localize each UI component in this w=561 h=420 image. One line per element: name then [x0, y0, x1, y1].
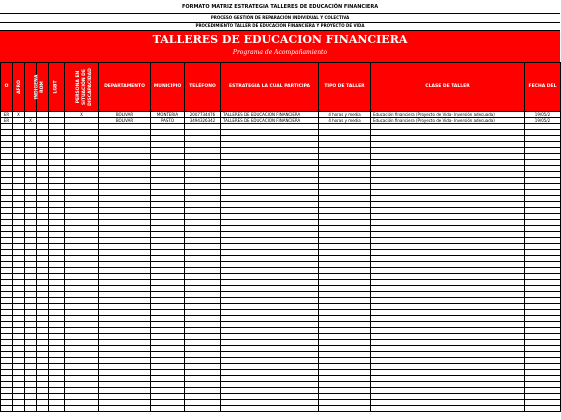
column-header: MUNICIPIO: [151, 63, 185, 112]
banner-title: TALLERES DE EDUCACION FINANCIERA: [152, 33, 408, 46]
column-header: O: [1, 63, 13, 112]
table-cell[interactable]: BOLIVAR: [99, 112, 151, 118]
table-cell[interactable]: ER: [1, 118, 13, 124]
empty-cell[interactable]: [319, 406, 371, 412]
participants-table: [0, 62, 561, 412]
table-cell[interactable]: Educación financiera (Proyecto de Vida- Inversión adecuada): [371, 112, 525, 118]
empty-cell[interactable]: [37, 406, 49, 412]
table-cell[interactable]: ER: [1, 112, 13, 118]
column-header: DEPARTAMENTO: [99, 63, 151, 112]
empty-cell[interactable]: [49, 406, 65, 412]
empty-cell[interactable]: [99, 406, 151, 412]
table-cell[interactable]: Educación financiera (Proyecto de Vida- Inversión adecuada): [371, 118, 525, 124]
table-cell[interactable]: 4 horas y media: [319, 112, 371, 118]
table-cell[interactable]: 4 horas y media: [319, 118, 371, 124]
process-title: PROCESO GESTIÓN DE REPARACIÓN INDIVIDUAL Y COLECTIVA: [0, 13, 560, 23]
table-cell[interactable]: TALLERES DE EDUCACION FINANCIERA: [221, 118, 319, 124]
section-banner: [0, 31, 560, 62]
empty-cell[interactable]: [25, 406, 37, 412]
column-header: LGBT: [49, 63, 65, 112]
table-cell[interactable]: BOLIVAR: [99, 118, 151, 124]
table-cell[interactable]: PASTO: [151, 118, 185, 124]
empty-row: [1, 406, 561, 412]
column-header: TELÉFONO: [185, 63, 221, 112]
table-cell[interactable]: TALLERES DE EDUCACION FINANCIERA: [221, 112, 319, 118]
column-header: ROM: [37, 63, 49, 112]
empty-cell[interactable]: [151, 406, 185, 412]
document-title: FORMATO MATRIZ ESTRATEGIA TALLERES DE EDUCACIÓN FINANCIERA: [181, 4, 379, 10]
empty-cell[interactable]: [1, 406, 13, 412]
column-header: INDIGENA: [25, 63, 37, 112]
empty-cell[interactable]: [371, 406, 525, 412]
column-header: AFRO: [13, 63, 25, 112]
column-header: TIPO DE TALLER: [319, 63, 371, 112]
table-cell[interactable]: 3494326342: [185, 118, 221, 124]
table-cell[interactable]: 19/05/2: [525, 112, 561, 118]
empty-cell[interactable]: [65, 406, 99, 412]
table-cell[interactable]: X: [25, 118, 37, 124]
table-header-row: [1, 63, 561, 112]
table-cell[interactable]: X: [13, 112, 25, 118]
table-cell[interactable]: 2007734476: [185, 112, 221, 118]
empty-cell[interactable]: [185, 406, 221, 412]
banner-subtitle: Programa de Acompañamiento: [232, 49, 328, 56]
empty-cell[interactable]: [221, 406, 319, 412]
table-cell[interactable]: 19/05/2: [525, 118, 561, 124]
table-cell[interactable]: MONTERIA: [151, 112, 185, 118]
column-header: CLASE DE TALLER: [371, 63, 525, 112]
column-header: FECHA DEL: [525, 63, 561, 112]
empty-cell[interactable]: [13, 406, 25, 412]
procedure-title: PROCEDIMIENTO TALLER DE EDUCACIÓN FINANCIERA Y PROYECTO DE VIDA: [0, 21, 560, 31]
table-cell[interactable]: X: [65, 112, 99, 118]
empty-cell[interactable]: [525, 406, 561, 412]
column-header: PERSONA EN SITUACIÓN DE DISCAPACIDAD: [65, 63, 99, 112]
column-header: ESTRATEGIA LA CUAL PARTICIPA: [221, 63, 319, 112]
